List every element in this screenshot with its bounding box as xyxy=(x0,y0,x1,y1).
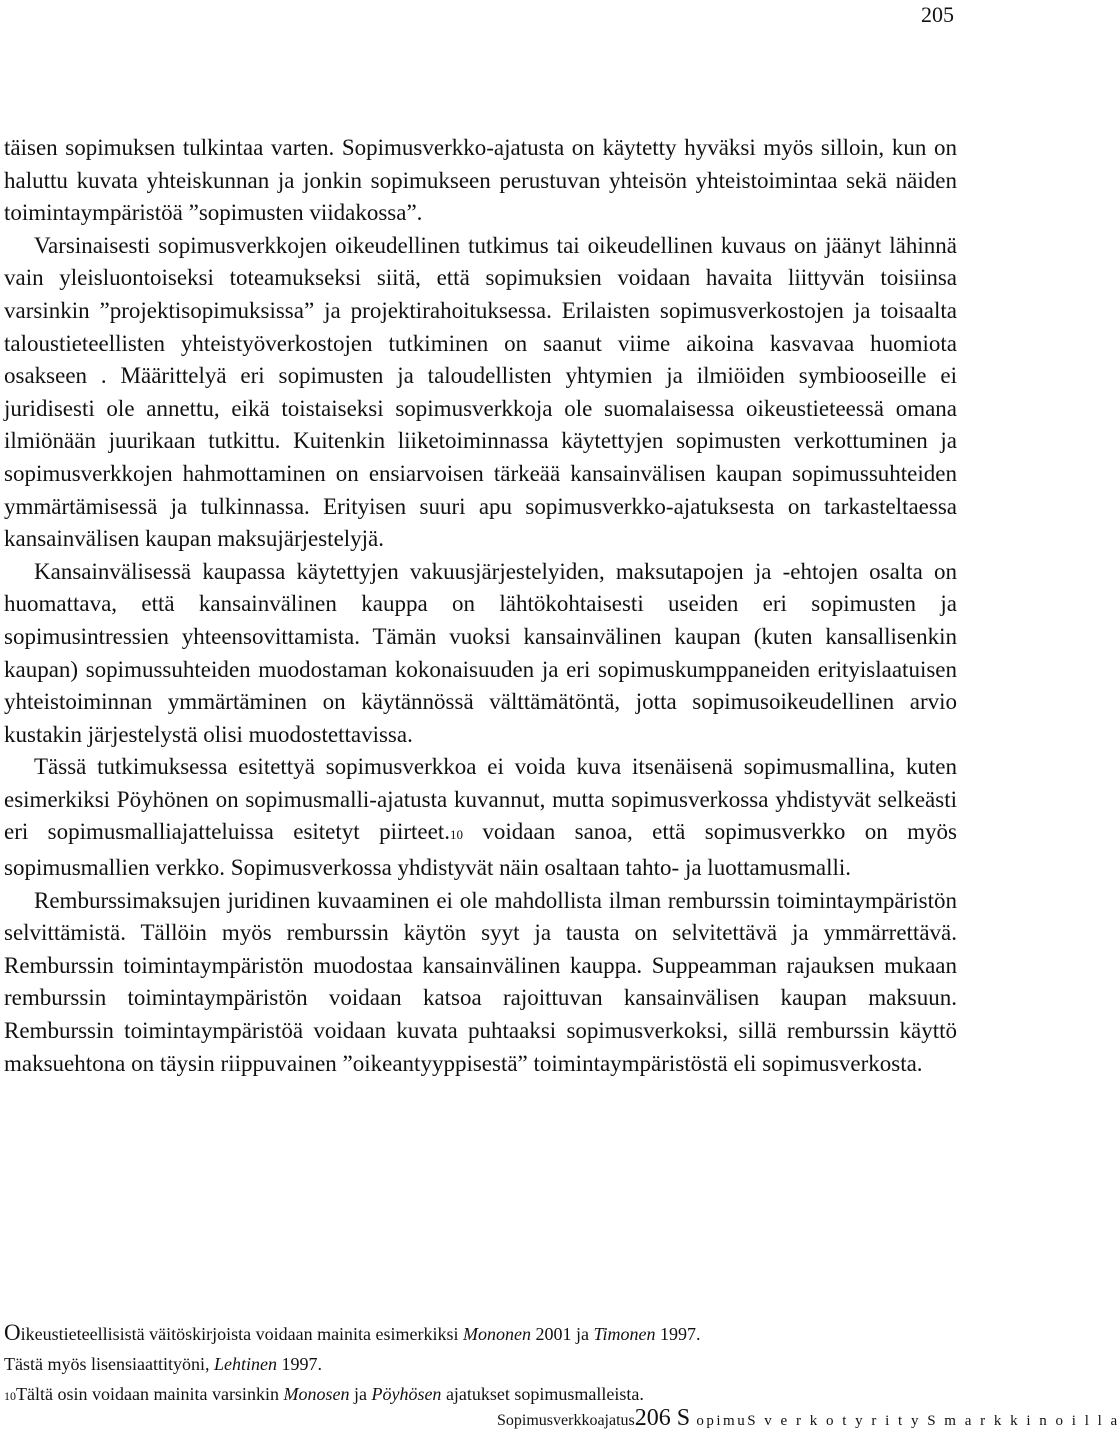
footnote-10-number: 10 xyxy=(4,1389,16,1403)
running-footer xyxy=(497,1405,1120,1432)
body-text xyxy=(4,132,957,1080)
running-footer-page-number: 206 xyxy=(634,1405,671,1431)
footnote-1-author-2: Timonen xyxy=(593,1324,656,1344)
paragraph-4-text-after: voidaan sanoa, että sopimusverkko on myös sopimusmallien verkko. Sopimusverkossa yhdistyvät näin osaltaan tahto- ja luottamusmalli. xyxy=(4,819,957,881)
footnote-10-text-b: ja xyxy=(349,1384,372,1404)
footnote-1-initial: O xyxy=(4,1320,21,1345)
footnote-10-text-c: ajatukset sopimusmalleista. xyxy=(441,1384,644,1404)
paragraph-1: täisen sopimuksen tulkintaa varten. Sopimusverkko-ajatusta on käytetty hyväksi myös silloin, kun on haluttu kuvata yhteiskunnan ja jonkin sopimukseen perustuvan yhteisön yhteistoimintaa sekä näiden toimintaympäristöä ”sopimusten viidakossa”. xyxy=(4,135,957,226)
page-number: 205 xyxy=(921,2,954,27)
footnote-1-text-c: 1997. xyxy=(655,1324,701,1344)
footnote-2-author: Lehtinen xyxy=(213,1354,277,1374)
footnote-1-author-1: Mononen xyxy=(463,1324,532,1344)
footnote-2-text: Tästä myös lisensiaattityöni, xyxy=(4,1354,214,1374)
footnote-2-text-b: 1997. xyxy=(276,1354,322,1374)
footnote-1 xyxy=(4,1318,954,1349)
running-footer-s: S xyxy=(670,1405,691,1431)
footnote-10-author-2: Pöyhösen xyxy=(371,1384,442,1404)
paragraph-5: Remburssimaksujen juridinen kuvaaminen ei ole mahdollista ilman remburssin toimintaympäristön selvittämistä. Tällöin myös remburssin käytön syyt ja tausta on selvitettävä ja ymmärrettävä. Remburssin toimintaympäristön muodostaa kansainvälinen kauppa. Suppeamman rajauksen mukaan remburssin toimintaympäristön voidaan katsoa rajoittuvan kansainvälisen kaupan maksuun. Remburssin toimintaympäristöä voidaan kuvata puhtaaksi sopimusverkoksi, sillä remburssin käyttö maksuehtona on täysin riippuvainen ”oikeantyyppisestä” toimintaympäristöstä eli sopimusverkosta. xyxy=(4,887,957,1076)
footnote-1-text: ikeustieteellisistä väitöskirjoista voidaan mainita esimerkiksi xyxy=(20,1324,464,1344)
footnote-marker-10: 10 xyxy=(449,827,463,843)
footnote-10-initial: T xyxy=(16,1384,27,1404)
paragraph-4 xyxy=(4,751,957,884)
paragraph-4-text-before: Tässä tutkimuksessa esitettyä sopimusverkkoa ei voida kuva itsenäisenä sopimusmallina, kuten esimerkiksi Pöyhönen on sopimusmalli-ajatusta kuvannut, mutta sopimusverkossa yhdistyvät selkeästi eri sopimusmalliajatteluissa esitetyt piirteet. xyxy=(4,754,957,845)
running-footer-right: opimuS v e r k o t y r i t y S m a r k k i n o i l l a xyxy=(690,1413,1120,1429)
paragraph-2: Varsinaisesti sopimusverkkojen oikeudellinen tutkimus tai oikeudellinen kuvaus on jäänyt lähinnä vain yleisluontoiseksi toteamukseksi siitä, että sopimuksien voidaan havaita liittyvän toisiinsa varsinkin ”projektisopimuksissa” ja projektirahoituksessa. Erilaisten sopimusverkostojen ja toisaalta taloustieteellisten yhteistyöverkostojen tutkiminen on saanut viime aikoina kasvavaa huomiota osakseen . Määrittelyä eri sopimusten ja taloudellisten yhtymien ja ilmiöiden symbiooseille ei juridisesti ole annettu, eikä toistaiseksi sopimusverkkoja ole suomalaisessa oikeustieteessä omana ilmiönään juurikaan tutkittu. Kuitenkin liiketoiminnassa käytettyjen sopimusten verkottuminen ja sopimusverkkojen hahmottaminen on ensiarvoisen tärkeää kansainvälisen kaupan sopimussuhteiden ymmärtämisessä ja tulkinnassa. Erityisen suuri apu sopimusverkko-ajatuksesta on tarkasteltaessa kansainvälisen kaupan maksujärjestelyjä. xyxy=(4,232,957,552)
running-footer-left: Sopimusverkkoajatus xyxy=(497,1412,635,1429)
footnote-10-author-1: Monosen xyxy=(283,1384,350,1404)
footnotes xyxy=(4,1318,954,1411)
paragraph-3: Kansainvälisessä kaupassa käytettyjen vakuusjärjestelyiden, maksutapojen ja -ehtojen osalta on huomattava, että kansainvälinen kauppa on lähtökohtaisesti useiden eri sopimusten ja sopimusintressien yhteensovittamista. Tämän vuoksi kansainvälinen kaupan (kuten kansallisenkin kaupan) sopimussuhteiden muodostaman kokonaisuuden ja eri sopimuskumppaneiden erityislaatuisen yhteistoiminnan ymmärtäminen on käytännössä välttämätöntä, jotta sopimusoikeudellinen arvio kustakin järjestelystä olisi muodostettavissa. xyxy=(4,558,957,747)
footnote-10-text: ältä osin voidaan mainita varsinkin xyxy=(27,1384,284,1404)
footnote-2 xyxy=(4,1349,954,1379)
footnote-1-text-b: 2001 ja xyxy=(531,1324,594,1344)
